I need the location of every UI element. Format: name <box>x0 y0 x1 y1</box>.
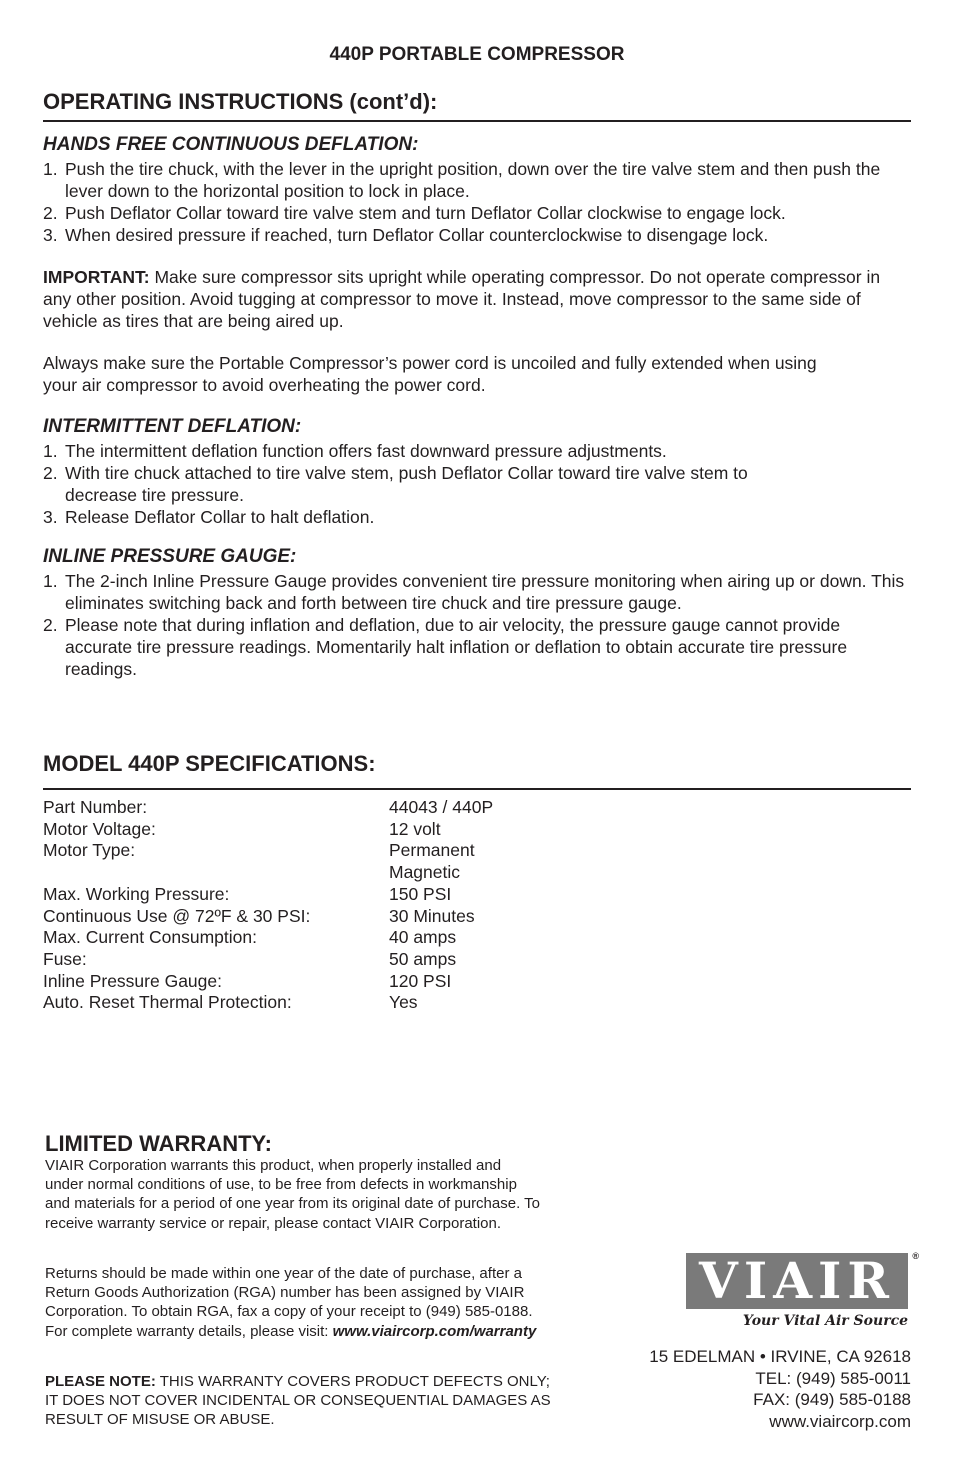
hands-free-heading: HANDS FREE CONTINUOUS DEFLATION: <box>43 134 419 155</box>
list-item: 3. When desired pressure if reached, turn Deflator Collar counterclockwise to disengage lock. <box>43 225 769 245</box>
returns-paragraph: Returns should be made within one year of the date of purchase, after a Return Goods Authorization (RGA) number has been assigned by VIAIR Corporation. To obtain RGA, fax a copy of your receipt to (949) 585-0188. For complete warranty details, please visit: www.viaircorp.com/warranty <box>45 1265 537 1340</box>
table-row: Max. Current Consumption: 40 amps <box>43 927 457 948</box>
logo-wordmark: VIAIR <box>699 1251 895 1310</box>
please-note: PLEASE NOTE: THIS WARRANTY COVERS PRODUCT DEFECTS ONLY; IT DOES NOT COVER INCIDENTAL OR CONSEQUENTIAL DAMAGES AS RESULT OF MISUSE OR ABUSE. <box>45 1373 551 1429</box>
gauge-heading: INLINE PRESSURE GAUGE: <box>43 546 297 567</box>
warranty-paragraph: VIAIR Corporation warrants this product, when properly installed and under normal conditions of use, to be free from defects in workmanship and materials for a period of one year from its original date of purchase. To receive warranty service or repair, please contact VIAIR Corporation. <box>45 1157 540 1232</box>
website-link[interactable]: www.viaircorp.com <box>769 1411 911 1431</box>
heading-rule <box>43 120 911 122</box>
table-row: Motor Voltage: 12 volt <box>43 818 441 839</box>
document-title: 440P PORTABLE COMPRESSOR <box>329 44 625 65</box>
table-row: Inline Pressure Gauge: 120 PSI <box>43 970 452 991</box>
fax: FAX: (949) 585-0188 <box>753 1390 911 1409</box>
hands-free-steps <box>43 158 913 246</box>
table-row: Max. Working Pressure: 150 PSI <box>43 883 452 904</box>
warranty-heading: LIMITED WARRANTY: <box>45 1131 272 1156</box>
power-cord-note: Always make sure the Portable Compressor’s power cord is uncoiled and fully extended when using your air compressor to avoid overheating the power cord. <box>43 353 817 395</box>
operating-heading: OPERATING INSTRUCTIONS (cont’d): <box>43 89 438 114</box>
table-row: Fuse: 50 amps <box>43 948 457 969</box>
warranty-link[interactable]: www.viaircorp.com/warranty <box>332 1322 537 1340</box>
viair-logo <box>686 1251 919 1329</box>
specs-rule <box>43 788 911 790</box>
table-row: Motor Type: Permanent Magnetic <box>43 840 475 883</box>
list-item: 1. The intermittent deflation function offers fast downward pressure adjustments. <box>43 441 667 461</box>
table-row: Auto. Reset Thermal Protection: Yes <box>43 992 418 1013</box>
logo-tagline: Your Vital Air Source <box>742 1313 908 1329</box>
contact-block <box>649 1346 911 1432</box>
list-item: 1. The 2-inch Inline Pressure Gauge provides convenient tire pressure monitoring when airing up or down. This eliminates switching back and forth between tire chuck and tire pressure gauge. <box>43 571 905 613</box>
list-item: 2. With tire chuck attached to tire valve stem, push Deflator Collar toward tire valve stem to decrease tire pressure. <box>43 463 748 505</box>
table-row: Part Number: 44043 / 440P <box>43 797 494 817</box>
specs-table <box>43 797 643 1014</box>
telephone: TEL: (949) 585-0011 <box>755 1368 911 1388</box>
list-item: 2. Please note that during inflation and deflation, due to air velocity, the pressure gauge cannot provide accurate tire pressure readings. Momentarily halt inflation or deflation to obtain accurate tire pressure readings. <box>43 615 848 679</box>
important-note: IMPORTANT: Make sure compressor sits upright while operating compressor. Do not operate compressor in any other position. Avoid tugging at compressor to move it. Instead, move compressor to the same side of vehicle as tires that are being aired up. <box>43 267 881 331</box>
intermittent-steps <box>43 440 823 528</box>
intermittent-heading: INTERMITTENT DEFLATION: <box>43 416 302 437</box>
gauge-steps <box>43 570 913 680</box>
list-item: 1. Push the tire chuck, with the lever in the upright position, down over the tire valve stem and then push the lever down to the horizontal position to lock in place. <box>43 159 881 201</box>
table-row: Continuous Use @ 72ºF & 30 PSI: 30 Minutes <box>43 905 475 926</box>
list-item: 2. Push Deflator Collar toward tire valve stem and turn Deflator Collar clockwise to engage lock. <box>43 203 786 223</box>
registered-mark: ® <box>912 1251 919 1261</box>
specs-heading: MODEL 440P SPECIFICATIONS: <box>43 751 376 776</box>
list-item: 3. Release Deflator Collar to halt deflation. <box>43 507 375 527</box>
logo-box <box>686 1253 908 1309</box>
address: 15 EDELMAN • IRVINE, CA 92618 <box>649 1347 911 1366</box>
